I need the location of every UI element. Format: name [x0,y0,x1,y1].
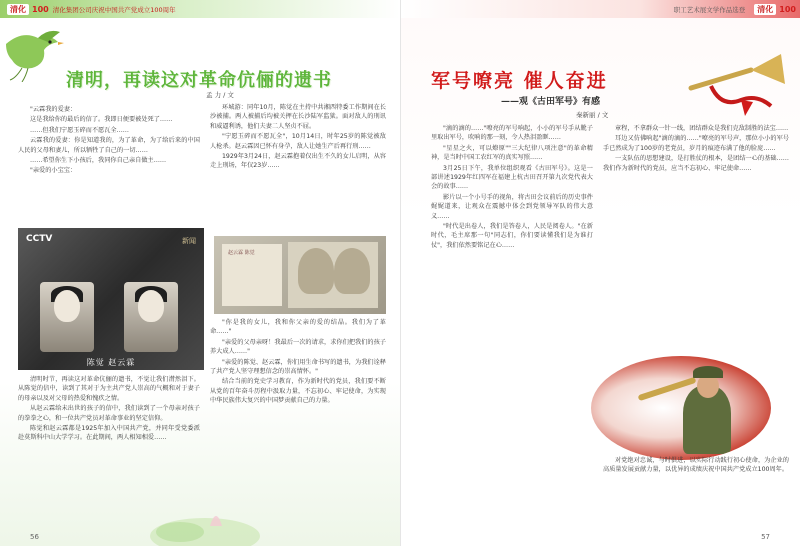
right-column-2 [603,124,789,360]
left-header [0,0,400,18]
paragraph: 3月25日下午，我单位组织观看《古田军号》。这是一部讲述1929年红四军在福建上杭古田召开第九次党代表大会的故事…… [431,164,593,191]
memorial-photo [214,236,386,314]
paragraph: "星星之火，可以燎原""三大纪律八项注意"的革命精神，是当时中国工农红军的真实写照…… [431,144,593,162]
bird-icon [2,24,64,82]
soldier-cap [693,366,723,378]
right-column-3 [603,456,789,506]
article-author: 孟 力 / 文 [206,91,234,99]
left-column-2 [210,103,386,235]
paragraph: 清明时节，再读这对革命伉俪的遗书，不觉让我们潸然泪下。从陈觉的信中，读到了其对于为主共产党人崇高的气概和对于妻子的母亲以及对父母的热爱和愧疚之情。 [18,376,200,402]
paragraph: 结合当前的党史学习教育，作为新时代的党员，我们要不断从党的百年奋斗历程中汲取力量，不忘初心、牢记使命，为实现中华民族伟大复兴的中国梦贡献自己的力量。 [210,378,386,405]
paragraph: 从赵云霖给未出世的孩子的信中，我们读到了一个母亲对孩子的拳拳之心，和一位共产党员对革命事业的坚定信仰。 [18,405,200,422]
paragraph: 章程，不拿群众一针一线，团结群众是我们克敌制胜的法宝…… [615,125,789,132]
paragraph: "亲爱的父母亲呀！我最后一次的请求，求你们把我们的孩子养大成人……" [210,338,386,356]
left-column-2-lower [210,318,386,498]
article-title: 清明，再读这对革命伉俪的遗书 [66,70,332,91]
article-title: 军号嘹亮 催人奋进 [431,70,608,92]
page-number: 57 [761,533,770,541]
paragraph: "时代是出卷人，我们是答卷人，人民是阅卷人。"在新时代，毛主席那一句"同志们，你们要读懂我们是为谁打仗"，我们依然要铭记在心…… [431,223,593,249]
header-title: 职工艺术展文学作品选登 [673,5,746,14]
paragraph: "你是我的女儿，我和你父亲的爱的结晶。我们为了革命……" [210,319,386,336]
paragraph: 影片以一个小号手的视角，将古田会议前后的历史事件娓娓道来，让观众在震撼中体会到党领导军队的伟大意义…… [431,193,593,220]
portrait-woman [40,282,94,352]
paragraph: 环城游：同年10月，陈觉在主持中共湘西特委工作期间在长沙被捕。两人被捕后均被关押在长沙陆军监狱。面对敌人的刑讯和威逼利诱，他们夫妻二人坚贞不屈。 [210,104,386,130]
paragraph: "宁愿玉碎而不愿瓦全"，10月14日，时年25岁的陈觉被敌人枪杀。赵云霖因已怀有身孕，敌人让她生产后再行刑…… [210,133,386,150]
paragraph: ……希望你生下小孩后，我同你自己亲自做主…… [30,157,167,165]
tv-still-photo [18,228,204,370]
paragraph: 对党绝对忠诚，与时俱进，以实际行动践行初心使命，为企业的高质量发展贡献力量，以优异的成绩庆祝中国共产党成立100周年。 [603,457,789,474]
paragraph: 耳边又仿佛响起"滴的滴的……"嘹亮的军号声，那位小小的军号手已然成为了100岁的老党员，岁月的痕迹布满了他的脸庞…… [603,135,789,152]
left-column-1-lower [18,375,200,500]
bugler-photo [591,356,771,460]
bust-figure [334,248,370,294]
paragraph: 1929年3月24日，赵云霖抱着仅出生不久的女儿启明，从容走上刑场，年仅23岁…… [210,153,386,170]
header-title: 清化集团公司庆祝中国共产党成立100周年 [52,5,176,14]
portrait-man [124,282,178,352]
paragraph: "滴的滴的……"嘹亮的军号响起，小小的军号手从靴子里取出军号，吹响的那一刻，令人热泪盈眶…… [431,125,593,142]
tv-channel-label: 新闻 [182,237,196,245]
memorial-plaque [222,244,282,306]
bugle-icon [681,48,791,118]
tv-logo: CCTV [26,234,53,244]
paragraph: 陈觉和赵云霖都是1925年加入中国共产党，并同年受党委派赴莫斯科中山大学学习。在此期间，两人相知相爱…… [18,425,200,442]
header-logo-number: 100 [32,4,49,14]
lotus-leaf-decoration [150,486,260,546]
paragraph: "云霖我的爱妻： [30,106,77,113]
right-column-1 [431,124,593,514]
photo-caption: 陈觉 赵云霖 [86,358,136,367]
bust-figure [298,248,334,294]
header-logo-number: 100 [779,4,796,14]
paragraph: 云霖我的爱妻：你是知道我的，为了革命，为了给后来的中国人民的父母和妻儿，所以牺牲了自己的一切…… [18,137,200,154]
paragraph: ……但我们宁愿玉碎而不愿瓦全…… [30,126,129,134]
left-column-1 [18,105,200,225]
paragraph: "亲爱的陈觉、赵云霖，你们用生命书写的遗书，为我们诠释了共产党人坚守理想信念的崇高情怀。" [210,358,386,376]
right-page [400,0,800,546]
paragraph: "亲爱的小宝宝： [30,167,77,175]
memorial-text: 赵云霖 陈觉 [228,250,255,256]
right-header [401,0,800,18]
paragraph: 一支队伍的思想建设，是打胜仗的根本，是团结一心的基础……我们作为新时代的党员，应当不忘初心、牢记使命…… [603,155,789,172]
header-logo: 清化 [7,4,29,15]
page-number: 56 [30,533,39,541]
paragraph: 这是我给你的最后的信了。我即日便要被处死了…… [30,116,173,124]
header-logo: 清化 [754,4,776,15]
memorial-statue [288,242,378,308]
article-subtitle: ——观《古田军号》有感 [501,97,601,107]
article-author: 秦新丽 / 文 [576,111,609,119]
